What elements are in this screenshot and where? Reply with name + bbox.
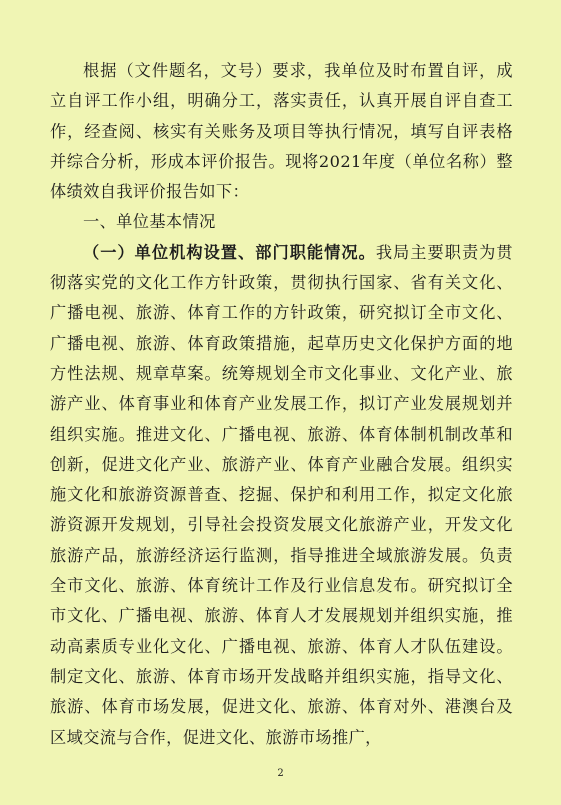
subsection-lead: （一）单位机构设置、部门职能情况。: [83, 242, 376, 262]
document-body: [50, 56, 513, 753]
subsection-paragraph: [50, 238, 513, 753]
intro-paragraph: 根据（文件题名，文号）要求，我单位及时布置自评，成立自评工作小组，明确分工，落实责任，认真开展自评自查工作，经查阅、核实有关账务及项目等执行情况，填写自评表格并综合分析，形成本评价报告。现将2021年度（单位名称）整体绩效自我评价报告如下：: [50, 61, 513, 202]
page-number: 2: [277, 768, 284, 779]
subsection-body: 我局主要职责为贯彻落实党的文化工作方针政策，贯彻执行国家、省有关文化、广播电视、旅游、体育工作的方针政策，研究拟订全市文化、广播电视、旅游、体育政策措施，起草历史文化保护方面的地方性法规、规章草案。统筹规划全市文化事业、文化产业、旅游产业、体育事业和体育产业发展工作，拟订产业发展规划并组织实施。推进文化、广播电视、旅游、体育体制机制改革和创新，促进文化产业、旅游产业、体育产业融合发展。组织实施文化和旅游资源普查、挖掘、保护和利用工作，拟定文化旅游资源开发规划，引导社会投资发展文化旅游产业，开发文化旅游产品，旅游经济运行监测，指导推进全域旅游发展。负责全市文化、旅游、体育统计工作及行业信息发布。研究拟订全市文化、广播电视、旅游、体育人才发展规划并组织实施，推动高素质专业化文化、广播电视、旅游、体育人才队伍建设。制定文化、旅游、体育市场开发战略并组织实施，指导文化、旅游、体育市场发展，促进文化、旅游、体育对外、港澳台及区域交流与合作，促进文化、旅游市场推广，: [50, 242, 513, 747]
section-heading: 一、单位基本情况: [83, 212, 216, 232]
